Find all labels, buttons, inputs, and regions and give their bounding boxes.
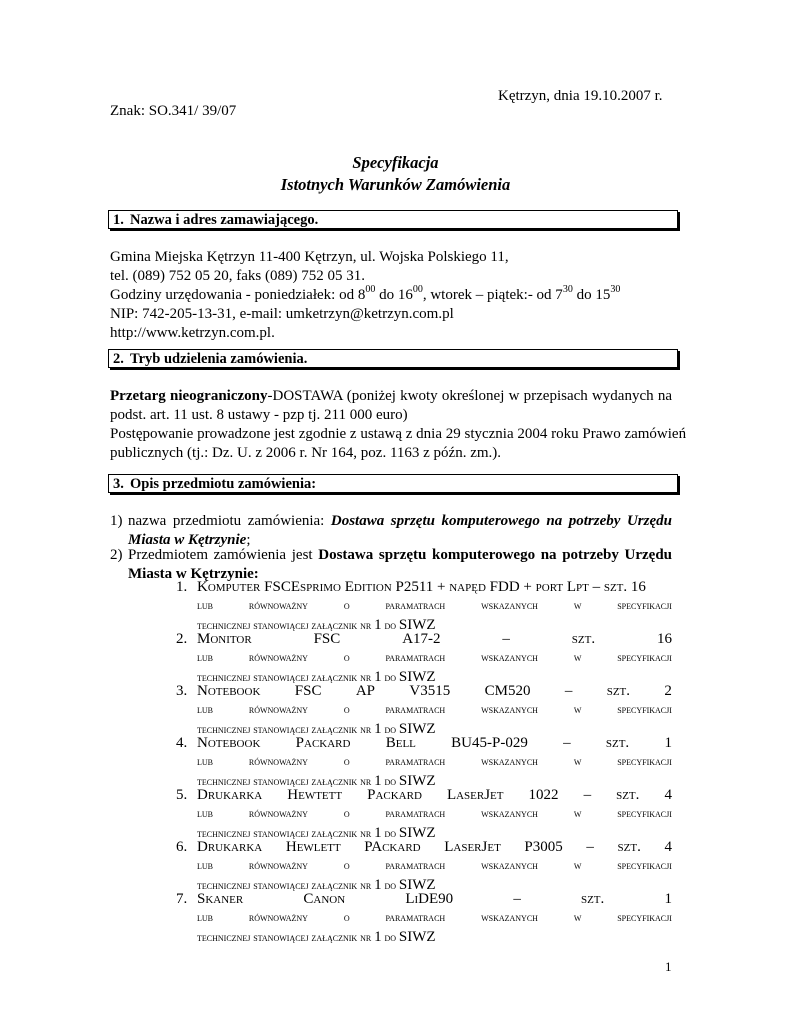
procedure-type: Przetarg nieograniczony [110,388,268,404]
equivalent-word: wskazanych [481,600,538,612]
item-text: nazwa przedmiotu zamówienia: [128,513,325,529]
equipment-name-word: Drukarka [197,787,263,803]
equivalent-word: wskazanych [481,860,538,872]
equivalent-word: specyfikacji [617,704,672,716]
equivalent-word: w [573,912,582,924]
equivalent-word: równoważny [248,756,308,768]
equivalent-word: paramatrach [385,600,446,612]
equivalent-word: specyfikacji [617,652,672,664]
equivalent-clause [197,805,672,824]
attachment-text: do [381,932,399,944]
equipment-name-word: FSC [294,683,322,699]
equivalent-word: paramatrach [385,756,446,768]
section-number: 2. [113,351,124,367]
section-label: Nazwa i adres zamawiającego. [130,212,319,228]
equipment-name-word: szt. [605,735,630,751]
equivalent-word: specyfikacji [617,756,672,768]
equipment-name-word: Monitor [197,631,252,647]
equipment-name-word: szt. [580,891,605,907]
nip-email-line: NIP: 742-205-13-31, e-mail: umketrzyn@ketrzyn.com.pl [110,306,454,322]
attachment-text: technicznej stanowiącej załącznik nr [197,828,375,840]
equipment-name-word: V3515 [409,683,451,699]
hours-text: do 16 [375,287,413,303]
attachment-text: SIWZ [398,773,436,789]
equipment-name-word: 4 [664,787,672,803]
section-number: 3. [113,476,124,492]
attachment-text: 1 [374,825,382,841]
equipment-name-word: 1 [664,891,672,907]
attachment-text: SIWZ [398,669,436,685]
office-hours-line [110,286,672,305]
hours-sup: 30 [610,284,621,295]
attachment-text: do [381,620,399,632]
equivalent-word: lub [197,756,213,768]
section-heading-3 [108,474,678,493]
equipment-name-word: szt. [616,787,640,803]
procedure-text: -DOSTAWA (poniżej kwoty określonej w przepisach wydanych na [267,388,672,404]
equipment-name-word: – [563,735,571,751]
item-emphasis: Dostawa sprzętu komputerowego na potrzeby Urzędu [318,547,673,563]
equipment-item-number: 1. [176,579,188,595]
address-line: Gmina Miejska Kętrzyn 11-400 Kętrzyn, ul. Wojska Polskiego 11, [110,249,509,265]
equivalent-word: paramatrach [385,652,446,664]
equipment-name-word: Hewtett [287,787,343,803]
equipment-name-word: Packard [367,787,422,803]
equipment-name-word: P3005 [524,839,563,855]
attachment-text: SIWZ [398,721,436,737]
equipment-name-word: Canon [303,891,346,907]
equivalent-word: lub [197,912,213,924]
equivalent-clause [197,649,672,668]
equivalent-word: specyfikacji [617,600,672,612]
equivalent-word: paramatrach [385,912,446,924]
attachment-text: SIWZ [398,825,436,841]
equipment-name-word: LiDE90 [405,891,454,907]
equipment-name-word: – [586,839,594,855]
equipment-item-number: 5. [176,787,188,803]
equipment-name-word: Notebook [197,683,261,699]
section-label: Tryb udzielenia zamówienia. [130,351,308,367]
section-label: Opis przedmiotu zamówienia: [130,476,317,492]
section-number: 1. [113,212,124,228]
equipment-name-word: – [564,683,573,699]
equivalent-clause [197,701,672,720]
contact-block [110,248,672,343]
equipment-item-number: 6. [176,839,188,855]
equipment-name-word: LaserJet [446,787,504,803]
equivalent-word: równoważny [248,600,308,612]
item-emphasis: Miasta w Kętrzynie [128,532,247,548]
equivalent-word: lub [197,704,213,716]
equivalent-clause [197,597,672,616]
equivalent-word: o [343,704,350,716]
reference-number: Znak: SO.341/ 39/07 [110,103,237,119]
equipment-name [197,786,672,805]
equipment-name [197,682,672,701]
equivalent-word: lub [197,860,213,872]
document-title: Specyfikacja [352,153,439,172]
equipment-name-word: 1022 [528,787,559,803]
procedure-block [110,387,687,463]
equivalent-word: wskazanych [481,652,538,664]
equipment-name-word: AP [355,683,376,699]
equivalent-word: lub [197,600,213,612]
equipment-name-word: Drukarka [197,839,263,855]
equivalent-word: paramatrach [385,704,446,716]
equipment-name [197,890,672,909]
equipment-name-word: szt. [571,631,596,647]
attachment-text: 1 [374,721,382,737]
hours-text: do 15 [572,287,611,303]
place-date: Kętrzyn, dnia 19.10.2007 r. [498,88,663,104]
attachment-text: technicznej stanowiącej załącznik nr [197,932,375,944]
equivalent-word: o [343,652,350,664]
equipment-name-word: szt. [606,683,631,699]
equivalent-word: równoważny [248,652,308,664]
attachment-text: 1 [374,877,382,893]
equipment-name-word: 1 [664,735,672,751]
equipment-name-word: Packard [295,735,351,751]
equivalent-word: specyfikacji [617,912,672,924]
equivalent-word: specyfikacji [617,860,672,872]
section-heading-2 [108,349,678,368]
equivalent-word: w [573,860,582,872]
page-number: 1 [665,959,672,974]
attachment-text: technicznej stanowiącej załącznik nr [197,776,375,788]
hours-sup: 00 [412,284,423,295]
equipment-name-word: CM520 [484,683,531,699]
attachment-text: do [381,724,399,736]
equivalent-word: o [343,600,350,612]
equivalent-word: o [343,808,350,820]
equipment-name [197,578,672,597]
equivalent-word: lub [197,808,213,820]
equipment-item-number: 2. [176,631,188,647]
equivalent-word: o [343,912,350,924]
equipment-name-word: LaserJet [444,839,501,855]
equivalent-word: paramatrach [385,860,446,872]
attachment-text: SIWZ [398,877,436,893]
equivalent-word: wskazanych [481,808,538,820]
equipment-name [197,630,672,649]
equipment-name-word: 4 [664,839,672,855]
attachment-text: 1 [374,669,382,685]
equipment-name [197,838,672,857]
attachment-reference [197,928,672,948]
hours-text: , wtorek – piątek:- od 7 [422,287,563,303]
equipment-item-number: 7. [176,891,188,907]
procedure-line [110,387,672,406]
attachment-text: technicznej stanowiącej załącznik nr [197,724,375,736]
equivalent-word: wskazanych [481,704,538,716]
equivalent-word: wskazanych [481,756,538,768]
website-link[interactable]: http://www.ketrzyn.com.pl. [110,325,275,341]
equivalent-clause [197,857,672,876]
equivalent-word: o [343,860,350,872]
item-text: Przedmiotem zamówienia jest [128,547,313,563]
equivalent-word: równoważny [248,704,308,716]
equipment-name-word: – [583,787,592,803]
attachment-text: 1 [374,773,382,789]
item-emphasis: Dostawa sprzętu komputerowego na potrzeby Urzędu [330,513,672,529]
equipment-name-word: szt. [617,839,641,855]
equivalent-word: równoważny [248,860,308,872]
equipment-name-word: – [513,891,521,907]
equipment-name-word: Hewlett [285,839,341,855]
procedure-line: podst. art. 11 ust. 8 ustawy - pzp tj. 211 000 euro) [110,407,408,423]
equivalent-clause [197,909,672,928]
attachment-text: SIWZ [398,929,436,945]
equivalent-clause [197,753,672,772]
equipment-name-word: – [502,631,510,647]
equipment-name-word: Skaner [197,891,244,907]
equipment-name-word: BU45-P-029 [451,735,528,751]
equivalent-word: wskazanych [481,912,538,924]
equivalent-word: w [573,600,582,612]
equivalent-word: równoważny [248,808,308,820]
equivalent-word: w [573,756,582,768]
phone-line: tel. (089) 752 05 20, faks (089) 752 05 31. [110,268,365,284]
attachment-text: technicznej stanowiącej załącznik nr [197,672,375,684]
section-heading-1 [108,210,678,229]
equipment-item-number: 4. [176,735,188,751]
equivalent-word: w [573,704,582,716]
attachment-text: 1 [374,929,382,945]
equivalent-word: o [343,756,350,768]
equipment-name-word: A17-2 [402,631,441,647]
procedure-line: publicznych (tj.: Dz. U. z 2006 r. Nr 164, poz. 1163 z późn. zm.). [110,445,502,461]
attachment-text: technicznej stanowiącej załącznik nr [197,620,375,632]
equivalent-word: paramatrach [385,808,446,820]
list-number: 1) [110,513,123,529]
equivalent-word: lub [197,652,213,664]
attachment-text: 1 [374,617,382,633]
list-number: 2) [110,547,123,563]
equipment-name-word: 2 [664,683,672,699]
hours-text: Godziny urzędowania - poniedziałek: od 8 [110,287,366,303]
equivalent-word: w [573,808,582,820]
hours-sup: 30 [562,284,573,295]
equipment-name-word: FSC [313,631,341,647]
equivalent-word: specyfikacji [617,808,672,820]
attachment-text: do [381,880,399,892]
attachment-text: do [381,672,399,684]
hours-sup: 00 [365,284,376,295]
equipment-name-word: PAckard [364,839,421,855]
item-emphasis: Miasta w Kętrzynie: [128,566,259,582]
document-subtitle: Istotnych Warunków Zamówienia [280,175,511,194]
item-text: ; [246,532,251,548]
attachment-text: do [381,828,399,840]
equipment-name-word: Notebook [197,735,261,751]
equivalent-word: w [573,652,582,664]
attachment-text: SIWZ [398,617,436,633]
equipment-name-word: Komputer FSCEsprimo Edition P2511 + napęd FDD + port Lpt – szt. 16 [197,579,646,595]
equipment-name-word: 16 [657,631,672,647]
equivalent-word: równoważny [248,912,308,924]
attachment-text: technicznej stanowiącej załącznik nr [197,880,375,892]
procedure-line: Postępowanie prowadzone jest zgodnie z ustawą z dnia 29 stycznia 2004 roku Prawo zamówień [110,426,687,442]
attachment-text: do [381,776,399,788]
equipment-item-number: 3. [176,683,188,699]
equipment-name-word: Bell [385,735,416,751]
equipment-name [197,734,672,753]
